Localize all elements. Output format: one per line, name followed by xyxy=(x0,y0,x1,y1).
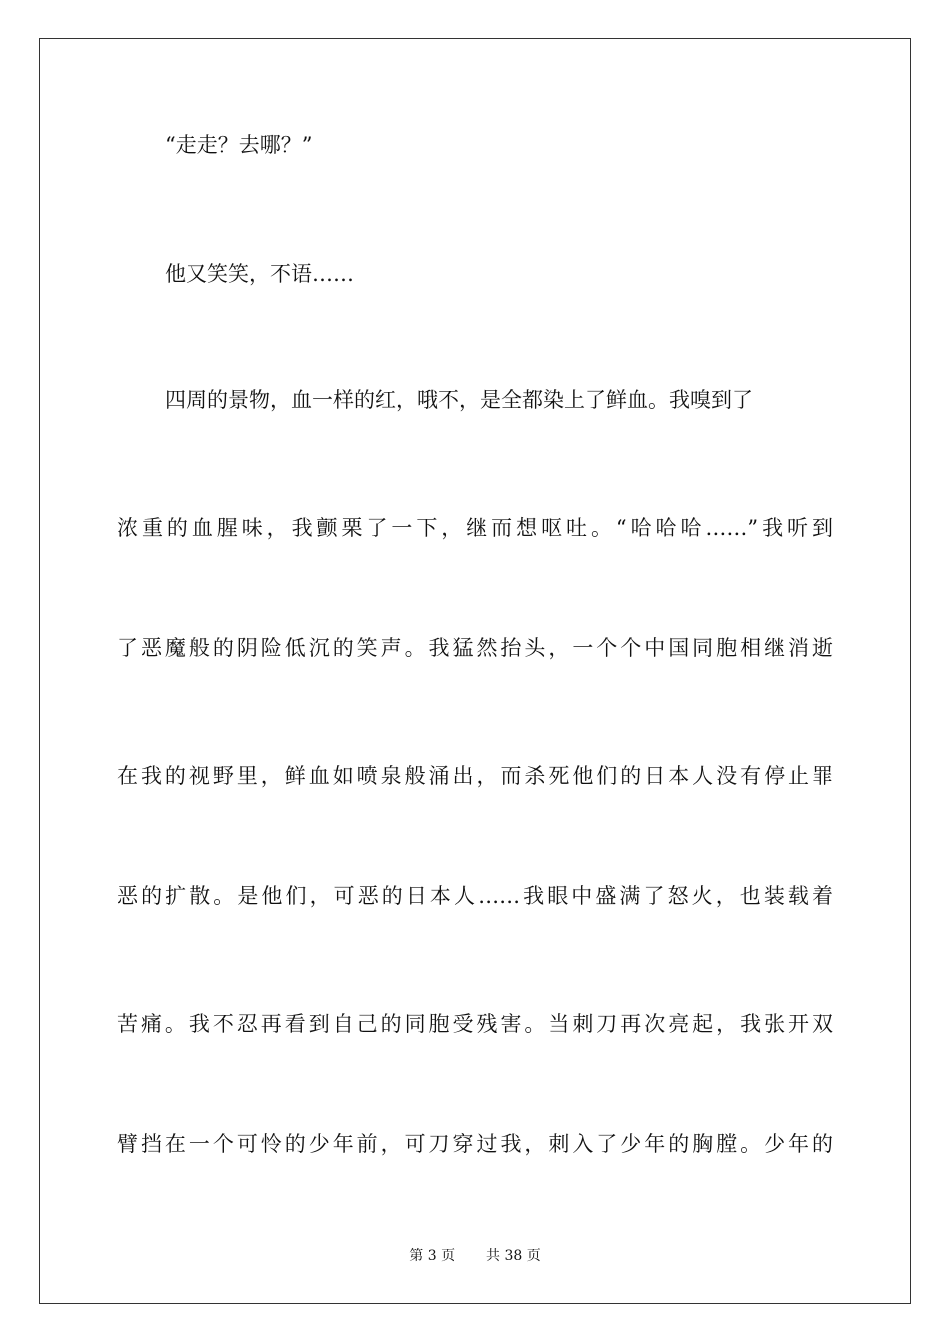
page-number: 第 3 页 xyxy=(409,1248,456,1264)
page-footer xyxy=(0,1247,950,1265)
page-border xyxy=(39,38,911,1304)
paragraph-line: 在我的视野里，鲜血如喷泉般涌出，而杀死他们的日本人没有停止罪 xyxy=(117,764,833,788)
paragraph-line: 苦痛。我不忍再看到自己的同胞受残害。当刺刀再次亮起，我张开双 xyxy=(117,1012,833,1036)
paragraph-line: 恶的扩散。是他们，可恶的日本人……我眼中盛满了怒火，也装载着 xyxy=(117,884,833,908)
paragraph-line: 了恶魔般的阴险低沉的笑声。我猛然抬头，一个个中国同胞相继消逝 xyxy=(117,636,833,660)
paragraph-line: “走走？去哪？” xyxy=(165,133,313,157)
paragraph-line: 臂挡在一个可怜的少年前，可刀穿过我，刺入了少年的胸膛。少年的 xyxy=(117,1132,833,1156)
paragraph-line: 四周的景物，血一样的红，哦不，是全都染上了鲜血。我嗅到了 xyxy=(165,388,753,412)
paragraph-line: 他又笑笑，不语…… xyxy=(165,262,354,286)
total-pages: 共 38 页 xyxy=(486,1248,541,1264)
paragraph-line: 浓重的血腥味，我颤栗了一下，继而想呕吐。“哈哈哈……”我听到 xyxy=(117,516,833,540)
